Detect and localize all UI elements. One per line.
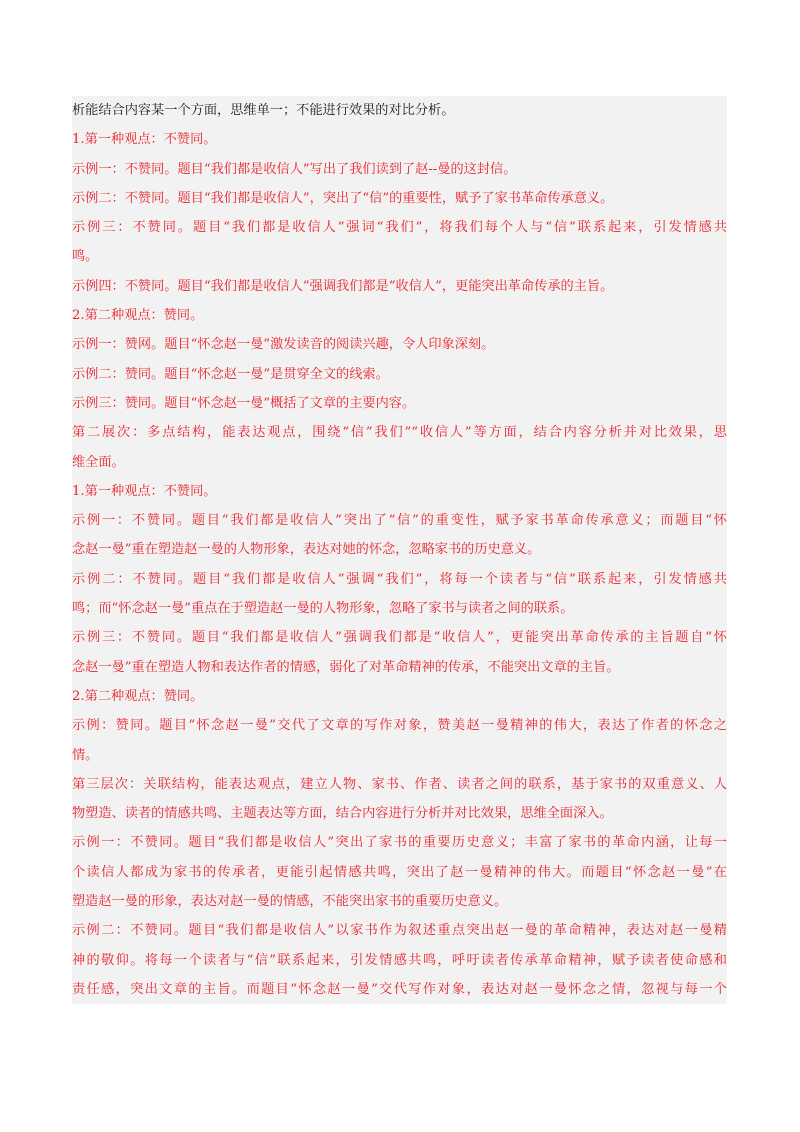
text-line: 第二展次：多点结构，能表达观点，围绕“信”我们”“收信人”等方面，结合内容分析并对比效果，思	[72, 425, 727, 441]
text-line: 1.第一种观点：不赞同。	[72, 483, 217, 499]
text-line: 示例一：不赞同。题目“我们都是收信人”突出了“信”的重变性，赋予家书革命传承意义；而题目“怀	[72, 513, 727, 529]
text-line: 示例一：赞网。题目“怀念赵一曼”激发读音的阅读兴趣，令人印象深刻。	[72, 337, 495, 353]
text-line: 维全面。	[72, 454, 125, 470]
text-line: 1.第一种观点：不赞同。	[72, 132, 217, 148]
text-line: 示例二：赞同。题目“怀念赵一曼”是贯穿全文的线索。	[72, 366, 389, 382]
text-line: 鸣；而“怀念赵一曼”重点在于塑造赵一曼的人物形象，忽略了家书与读者之间的联系。	[72, 601, 574, 617]
text-line: 示例三：不赞同。题目“我们都是收信人”强调我们都是“收信人”，更能突出革命传承的主旨题自“怀	[72, 630, 727, 646]
text-line: 2.第二种观点：赞同。	[72, 688, 204, 704]
document-body	[72, 96, 727, 1004]
text-line: 示例二：不赞同。题目“我们都是收信人”，突出了“信”的重要性，赋予了家书革命传承意义。	[72, 190, 614, 206]
text-line: 示例一：不赞同。题目“我们都是收信人”突出了家书的重要历史意义；丰富了家书的革命内涵，让每一	[72, 835, 727, 851]
text-line: 念赵一曼”重在塑造人物和表达作者的情感，弱化了对革命精神的传承，不能突出文章的主旨。	[72, 659, 620, 675]
text-line: 神的敬仰。将每一个读者与“信”联系起来，引发情感共鸣，呼吁读者传承革命精神，赋予读者使命感和	[72, 952, 727, 968]
text-line: 第三层次：关联结构，能表达观点，建立人物、家书、作者、读者之间的联系，基于家书的双重意义、人	[72, 776, 727, 792]
text-line: 示例一：不赞同。题目“我们都是收信人”写出了我们读到了赵--曼的这封信。	[72, 161, 517, 177]
text-line: 物塑造、读者的情感共鸣、主题表达等方面，结合内容进行分析并对比效果，思维全面深入。	[72, 806, 613, 822]
text-line: 示例二：不赞同。题目“我们都是收信人”强调“我们”，将每一个读者与“信”联系起来，引发情感共	[72, 571, 727, 587]
text-line: 示例三：赞同。题目“怀念赵一曼”概括了文章的主要内容。	[72, 395, 416, 411]
text-line: 念赵一曼”重在塑造赵一曼的人物形象，表达对她的怀念，忽略家书的历史意义。	[72, 542, 541, 558]
text-line: 示例四：不赞同。题目“我们都是收信人”强调我们都是“收信人”，更能突出革命传承的主旨。	[72, 278, 614, 294]
text-line: 析能结合内容某一个方面，思维单一；不能进行效果的对比分析。	[72, 103, 455, 118]
text-line: 塑造赵一曼的形象，表达对赵一曼的情感，不能突出家书的重要历史意义。	[72, 894, 508, 910]
text-line: 个读信人都成为家书的传承者，更能引起情感共鸣，突出了赵一曼精神的伟大。而题目“怀念赵一曼”在	[72, 864, 727, 880]
text-line: 示例三：不赞同。题目“我们都是收信人”强词“我们”，将我们每个人与“信”联系起来，引发情感共	[72, 220, 727, 236]
text-line: 示例：赞同。题目“怀念赵一曼”交代了文章的写作对象，赞美赵一曼精神的伟大，表达了作者的怀念之	[72, 718, 727, 734]
text-line: 示例二：不赞同。题目“我们都是收信人”以家书作为叙述重点突出赵一曼的革命精神，表达对赵一曼精	[72, 923, 727, 939]
text-line: 责任感，突出文章的主旨。而题目“怀念赵一曼”交代写作对象，表达对赵一曼怀念之情，忽视与每一个	[72, 981, 727, 997]
text-line: 2.第二种观点：赞同。	[72, 308, 204, 324]
text-line: 情。	[72, 747, 99, 763]
text-line: 鸣。	[72, 249, 99, 265]
